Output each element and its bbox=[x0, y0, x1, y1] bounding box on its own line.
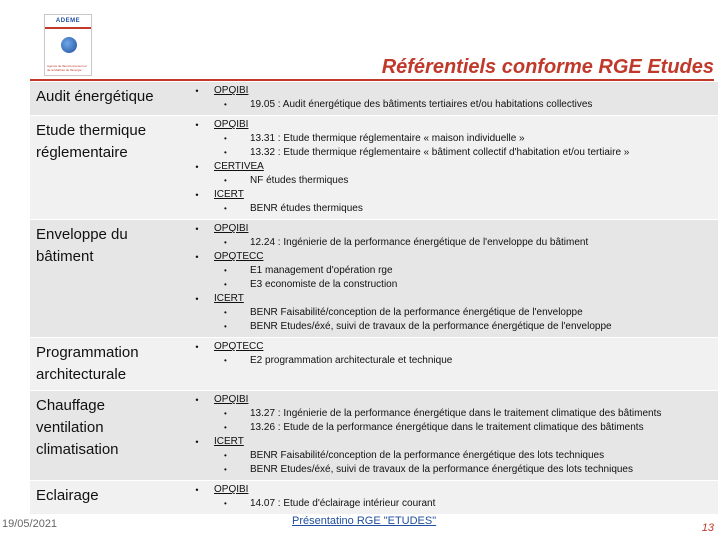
bullet-icon: • bbox=[195, 120, 199, 130]
qualification-item bbox=[214, 278, 718, 292]
qualification-item bbox=[214, 463, 718, 477]
sub-bullet-icon: • bbox=[224, 499, 227, 508]
certifier-name: ICERT bbox=[214, 293, 244, 304]
certifier-name: OPQTECC bbox=[214, 341, 264, 352]
row-referentials bbox=[180, 82, 718, 115]
qualification-text: E2 programmation architecturale et technique bbox=[250, 355, 453, 366]
certifier-name: OPQIBI bbox=[214, 85, 249, 96]
sub-bullet-icon: • bbox=[224, 148, 227, 157]
sub-bullet-icon: • bbox=[224, 465, 227, 474]
sub-bullet-icon: • bbox=[224, 100, 227, 109]
qualification-text: 13.32 : Etude thermique réglementaire « bâtiment collectif d'habitation et/ou tertiaire » bbox=[250, 147, 630, 158]
qualification-item bbox=[214, 146, 718, 160]
referential-group bbox=[180, 118, 718, 160]
referential-group bbox=[180, 292, 718, 334]
referential-group bbox=[180, 340, 718, 368]
bullet-icon: • bbox=[195, 224, 199, 234]
qualification-text: 12.24 : Ingénierie de la performance énergétique de l'enveloppe du bâtiment bbox=[250, 237, 589, 248]
bullet-icon: • bbox=[195, 162, 199, 172]
bullet-icon: • bbox=[195, 294, 199, 304]
bullet-icon: • bbox=[195, 190, 199, 200]
sub-bullet-icon: • bbox=[224, 308, 227, 317]
referential-group bbox=[180, 393, 718, 435]
bullet-icon: • bbox=[195, 86, 199, 96]
qualification-item bbox=[214, 354, 718, 368]
qualification-item bbox=[214, 236, 718, 250]
row-category: Etude thermique réglementaire bbox=[36, 122, 147, 161]
qualification-text: E3 economiste de la construction bbox=[250, 279, 398, 290]
qualification-text: 19.05 : Audit énergétique des bâtiments tertiaires et/ou habitations collectives bbox=[250, 99, 593, 110]
bullet-icon: • bbox=[195, 395, 199, 405]
qualification-text: NF études thermiques bbox=[250, 175, 349, 186]
qualification-item bbox=[214, 98, 718, 112]
table-row bbox=[30, 82, 718, 116]
qualification-item bbox=[214, 497, 718, 511]
qualification-item bbox=[214, 407, 718, 421]
qualification-text: 13.27 : Ingénierie de la performance énergétique dans le traitement climatique des bâtiments bbox=[250, 408, 662, 419]
qualification-item bbox=[214, 174, 718, 188]
bullet-icon: • bbox=[195, 485, 199, 495]
table-row bbox=[30, 116, 718, 220]
sub-bullet-icon: • bbox=[224, 176, 227, 185]
sub-bullet-icon: • bbox=[224, 451, 227, 460]
qualification-text: BENR Faisabilité/conception de la performance énergétique des lots techniques bbox=[250, 450, 605, 461]
row-category: Eclairage bbox=[36, 487, 99, 504]
bullet-icon: • bbox=[195, 252, 199, 262]
referential-group bbox=[180, 250, 718, 292]
row-referentials bbox=[180, 391, 718, 480]
certifier-name: ICERT bbox=[214, 189, 244, 200]
logo-bar bbox=[45, 27, 91, 29]
referential-group bbox=[180, 483, 718, 511]
sub-bullet-icon: • bbox=[224, 238, 227, 247]
ademe-logo bbox=[44, 14, 92, 76]
qualification-item bbox=[214, 132, 718, 146]
sub-bullet-icon: • bbox=[224, 356, 227, 365]
qualification-item bbox=[214, 264, 718, 278]
globe-icon bbox=[61, 37, 77, 53]
sub-bullet-icon: • bbox=[224, 322, 227, 331]
table-row bbox=[30, 338, 718, 391]
referential-group bbox=[180, 222, 718, 250]
sub-bullet-icon: • bbox=[224, 266, 227, 275]
row-referentials bbox=[180, 116, 718, 219]
referential-group bbox=[180, 435, 718, 477]
row-category: Enveloppe du bâtiment bbox=[36, 226, 128, 265]
qualification-text: BENR Etudes/éxé, suivi de travaux de la performance énergétique de l'enveloppe bbox=[250, 321, 612, 332]
qualification-text: BENR études thermiques bbox=[250, 203, 363, 214]
footer-date: 19/05/2021 bbox=[2, 518, 58, 530]
qualification-item bbox=[214, 320, 718, 334]
qualification-item bbox=[214, 449, 718, 463]
footer-presentation-link[interactable]: Présentatino RGE "ETUDES" bbox=[292, 515, 437, 527]
certifier-name: OPQIBI bbox=[214, 394, 249, 405]
logo-text: ADEME bbox=[55, 18, 81, 24]
qualification-text: E1 management d'opération rge bbox=[250, 265, 393, 276]
page-title: Référentiels conforme RGE Etudes bbox=[381, 56, 714, 78]
logo-caption: Agence de l'Environnement et de la Maîtrise de l'Energie bbox=[47, 64, 87, 72]
qualification-item bbox=[214, 306, 718, 320]
bullet-icon: • bbox=[195, 342, 199, 352]
certifier-name: OPQIBI bbox=[214, 484, 249, 495]
qualification-text: BENR Etudes/éxé, suivi de travaux de la performance énergétique des lots techniques bbox=[250, 464, 633, 475]
qualification-text: 14.07 : Etude d'éclairage intérieur courant bbox=[250, 498, 436, 509]
sub-bullet-icon: • bbox=[224, 204, 227, 213]
certifier-name: OPQTECC bbox=[214, 251, 264, 262]
sub-bullet-icon: • bbox=[224, 409, 227, 418]
page-number: 13 bbox=[701, 522, 714, 534]
row-referentials bbox=[180, 220, 718, 337]
sub-bullet-icon: • bbox=[224, 423, 227, 432]
row-referentials bbox=[180, 481, 718, 514]
qualification-item bbox=[214, 202, 718, 216]
bullet-icon: • bbox=[195, 437, 199, 447]
certifier-name: OPQIBI bbox=[214, 119, 249, 130]
qualification-item bbox=[214, 421, 718, 435]
certifier-name: ICERT bbox=[214, 436, 244, 447]
row-category: Audit énergétique bbox=[36, 88, 154, 105]
certifier-name: CERTIVEA bbox=[214, 161, 264, 172]
qualification-text: BENR Faisabilité/conception de la performance énergétique de l'enveloppe bbox=[250, 307, 583, 318]
sub-bullet-icon: • bbox=[224, 134, 227, 143]
qualification-text: 13.31 : Etude thermique réglementaire « maison individuelle » bbox=[250, 133, 525, 144]
referential-group bbox=[180, 84, 718, 112]
certifier-name: OPQIBI bbox=[214, 223, 249, 234]
row-category: Chauffage ventilation climatisation bbox=[36, 397, 119, 458]
table-row bbox=[30, 391, 718, 481]
row-category: Programmation architecturale bbox=[36, 344, 139, 383]
row-referentials bbox=[180, 338, 718, 390]
referentials-table bbox=[30, 82, 718, 515]
referential-group bbox=[180, 160, 718, 188]
table-row bbox=[30, 220, 718, 338]
title-divider bbox=[30, 79, 714, 81]
referential-group bbox=[180, 188, 718, 216]
qualification-text: 13.26 : Etude de la performance énergétique dans le traitement climatique des bâtiments bbox=[250, 422, 644, 433]
table-row bbox=[30, 481, 718, 515]
sub-bullet-icon: • bbox=[224, 280, 227, 289]
